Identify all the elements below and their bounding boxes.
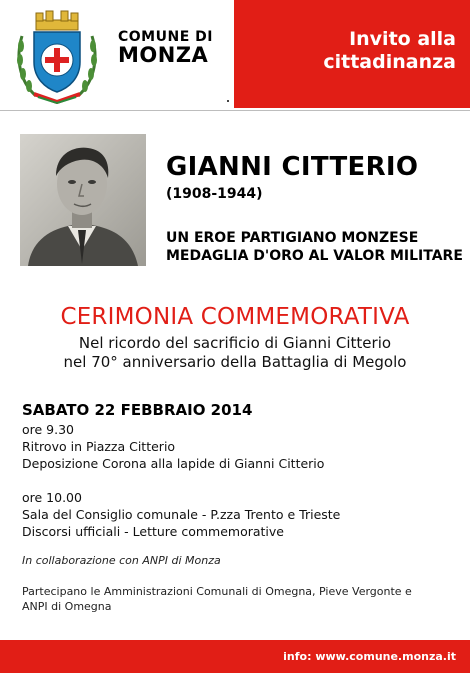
program-time2: ore 10.00 xyxy=(22,490,82,505)
hero-name: GIANNI CITTERIO xyxy=(166,152,419,182)
invito-line1: Invito alla xyxy=(349,28,456,50)
program-item3: Sala del Consiglio comunale - P.zza Trento e Trieste xyxy=(22,507,341,522)
subtitle-line1: UN EROE PARTIGIANO MONZESE xyxy=(166,230,419,246)
invito-line2: cittadinanza xyxy=(323,51,456,73)
invito-text xyxy=(256,28,456,74)
collaboration-note: In collaborazione con ANPI di Monza xyxy=(22,554,221,567)
hero-subtitle xyxy=(166,229,463,265)
footer-info-link[interactable]: info: www.comune.monza.it xyxy=(283,650,456,663)
hero-years: (1908-1944) xyxy=(166,186,263,202)
subtitle-line2: MEDAGLIA D'ORO AL VALOR MILITARE xyxy=(166,248,463,264)
footer-bar xyxy=(0,640,470,673)
ceremony-title: CERIMONIA COMMEMORATIVA xyxy=(60,304,410,330)
program xyxy=(22,402,462,540)
participants-line1: Partecipano le Amministrazioni Comunali di Omegna, Pieve Vergonte e xyxy=(22,585,412,598)
program-time1: ore 9.30 xyxy=(22,422,75,437)
header xyxy=(0,0,470,112)
invito-banner xyxy=(234,0,470,108)
program-item1: Ritrovo in Piazza Citterio xyxy=(22,439,176,454)
event-date: SABATO 22 FEBBRAIO 2014 xyxy=(22,401,253,419)
comune-di-label: COMUNE DI xyxy=(118,29,213,45)
participants-line2: ANPI di Omegna xyxy=(22,600,112,613)
ceremony-line1: Nel ricordo del sacrificio di Gianni Citterio xyxy=(78,334,392,352)
ceremony-description xyxy=(0,334,470,372)
participants-note xyxy=(22,584,442,614)
program-spacer xyxy=(22,472,462,489)
header-divider xyxy=(0,110,470,111)
header-dot xyxy=(227,100,229,102)
ceremony-line2: nel 70° anniversario della Battaglia di Megolo xyxy=(63,353,407,371)
comune-wordmark xyxy=(118,30,213,66)
program-item2: Deposizione Corona alla lapide di Gianni Citterio xyxy=(22,456,325,471)
city-crest-icon xyxy=(14,6,100,104)
monza-label: MONZA xyxy=(118,43,209,67)
program-item4: Discorsi ufficiali - Letture commemorative xyxy=(22,524,284,539)
portrait-photo xyxy=(20,134,146,266)
